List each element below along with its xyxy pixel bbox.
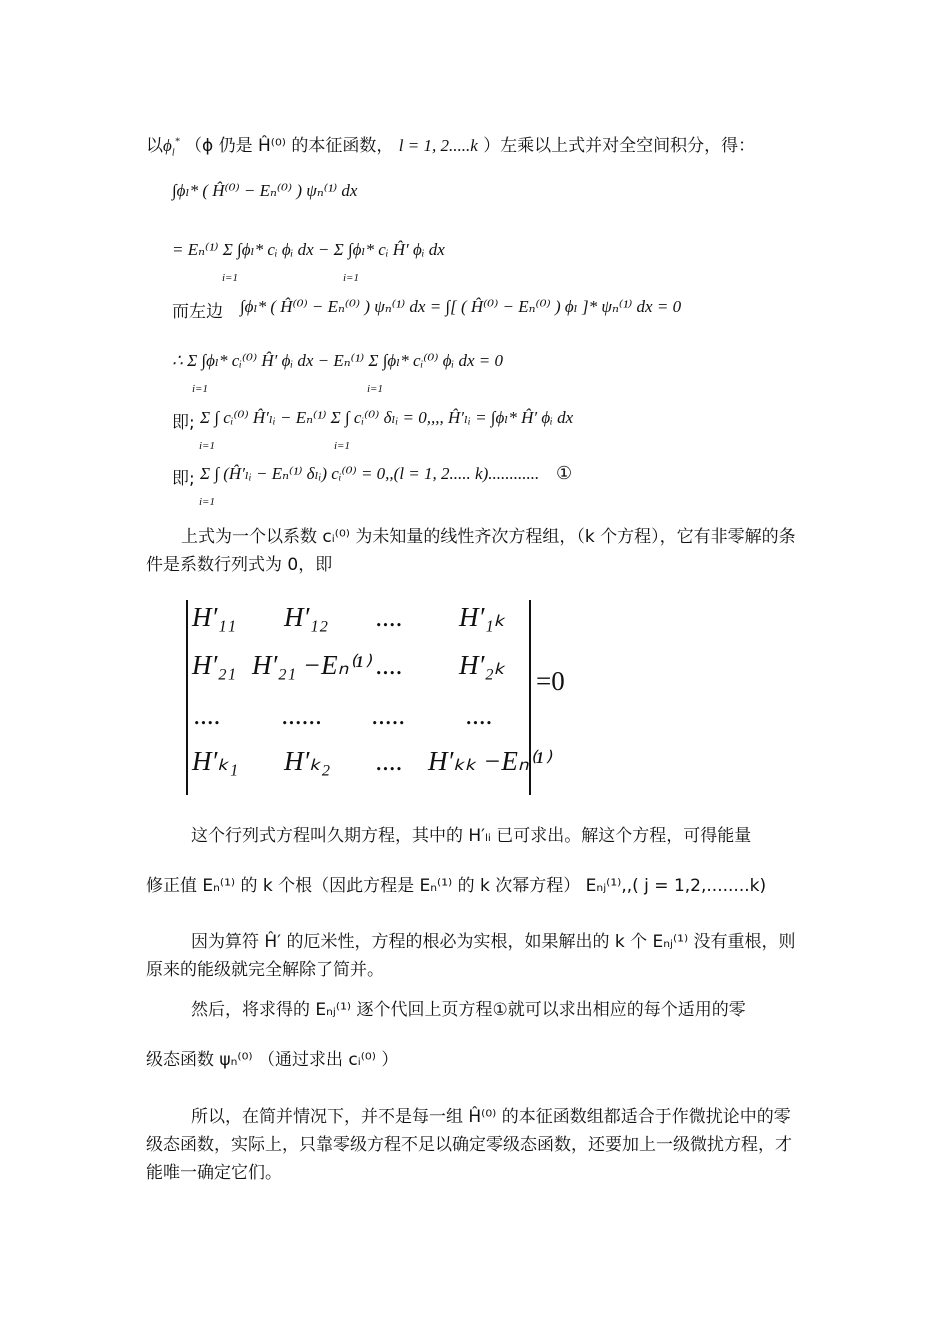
equation-6-marker: ① (556, 463, 573, 483)
paragraph-secular-equation-b: 修正值 Eₙ⁽¹⁾ 的 k 个根（因此方程是 Eₙ⁽¹⁾ 的 k 次幂方程） Eₙⱼ⁽¹⁾,,( j = 1,2,........k) (146, 876, 767, 896)
det-cell-2-3: .... (376, 650, 403, 680)
det-cell-1-1: H′₁₁ (192, 602, 237, 632)
equation-6-label: 即; (172, 469, 195, 489)
equation-3-label: 而左边 (172, 302, 223, 322)
equation-2-index-b: i=1 (343, 272, 359, 284)
equation-5-label: 即; (172, 413, 195, 433)
phi-l-star: $\phi_l^*$ (163, 136, 180, 159)
equation-2: = Eₙ⁽¹⁾ Σ ∫ϕₗ* cᵢ ϕᵢ dx − Σ ∫ϕₗ* cᵢ Ĥ′ ϕᵢ dx (172, 240, 445, 259)
det-cell-1-4: H′₁ₖ (459, 602, 506, 632)
equation-6: Σ ∫ (Ĥ′ₗᵢ − Eₙ⁽¹⁾ δₗᵢ) cᵢ⁽⁰⁾ = 0,,(l = 1, 2..... k)............ (200, 464, 540, 483)
det-cell-3-1: .... (194, 700, 221, 730)
determinant-left-bar (186, 600, 188, 795)
equation-1: ∫ϕₗ* ( Ĥ⁽⁰⁾ − Eₙ⁽⁰⁾ ) ψₙ⁽¹⁾ dx (172, 181, 358, 200)
det-cell-2-4: H′₂ₖ (459, 650, 506, 680)
equation-4-index-b: i=1 (367, 383, 383, 395)
equation-5-index-b: i=1 (334, 440, 350, 452)
intro-text: （ϕ 仍是 Ĥ⁽⁰⁾ 的本征函数， (185, 136, 394, 156)
intro-range: l = 1, 2.....k (398, 136, 478, 155)
det-cell-4-3: .... (376, 746, 403, 776)
det-cell-3-4: .... (466, 700, 493, 730)
paragraph-substitute-b: 级态函数 ψₙ⁽⁰⁾ （通过求出 cᵢ⁽⁰⁾ ） (146, 1050, 399, 1070)
det-cell-2-1: H′₂₁ (192, 650, 237, 680)
equation-2-index-a: i=1 (222, 272, 238, 284)
equation-4: ∴ Σ ∫ϕₗ* cᵢ⁽⁰⁾ Ĥ′ ϕᵢ dx − Eₙ⁽¹⁾ Σ ∫ϕₗ* cᵢ⁽⁰⁾ ϕᵢ dx = 0 (172, 351, 503, 370)
determinant-equals-zero: =0 (536, 666, 565, 696)
equation-6-index: i=1 (199, 496, 215, 508)
paragraph-conclusion: 所以，在简并情况下，并不是每一组 Ĥ⁽⁰⁾ 的本征函数组都适合于作微扰论中的零级态函数，实际上，只靠零级方程不足以确定零级态函数，还要加上一级微扰方程，才能唯一确定它们。 (146, 1107, 792, 1183)
paragraph-substitute-a: 然后，将求得的 Eₙⱼ⁽¹⁾ 逐个代回上页方程①就可以求出相应的每个适用的零 (191, 1000, 746, 1020)
det-cell-2-2: H′₂₁ −Eₙ⁽¹⁾ (252, 650, 370, 680)
det-cell-4-2: H′ₖ₂ (284, 746, 331, 776)
intro-prefix: 以 (146, 136, 163, 156)
equation-5-index-a: i=1 (199, 440, 215, 452)
det-cell-1-2: H′₁₂ (284, 602, 329, 632)
det-cell-3-2: ...... (282, 700, 323, 730)
paragraph-secular-equation-a: 这个行列式方程叫久期方程，其中的 H′ₗᵢ 已可求出。解这个方程，可得能量 (191, 826, 752, 846)
det-cell-4-4: H′ₖₖ −Eₙ⁽¹⁾ (428, 746, 550, 776)
paragraph-hermitian: 因为算符 Ĥ′ 的厄米性，方程的根必为实根，如果解出的 k 个 Eₙⱼ⁽¹⁾ 没有重根，则原来的能级就完全解除了简并。 (146, 932, 796, 980)
equation-5: Σ ∫ cᵢ⁽⁰⁾ Ĥ′ₗᵢ − Eₙ⁽¹⁾ Σ ∫ cᵢ⁽⁰⁾ δₗᵢ = 0,,,, Ĥ′ₗᵢ = ∫ϕₗ* Ĥ′ ϕᵢ dx (200, 408, 574, 427)
equation-3: ∫ϕₗ* ( Ĥ⁽⁰⁾ − Eₙ⁽⁰⁾ ) ψₙ⁽¹⁾ dx = ∫[ ( Ĥ⁽⁰⁾ − Eₙ⁽⁰⁾ ) ϕₗ ]* ψₙ⁽¹⁾ dx = 0 (240, 297, 682, 316)
det-cell-4-1: H′ₖ₁ (192, 746, 239, 776)
equation-4-index-a: i=1 (192, 383, 208, 395)
paragraph-linear-system: 上式为一个以系数 cᵢ⁽⁰⁾ 为未知量的线性齐次方程组，（k 个方程），它有非零解的条件是系数行列式为 0，即 (146, 527, 796, 575)
det-cell-3-3: ..... (372, 700, 406, 730)
intro-suffix: ）左乘以上式并对全空间积分，得： (483, 136, 756, 156)
det-cell-1-3: .... (376, 602, 403, 632)
intro-line (146, 131, 755, 158)
secular-determinant (186, 600, 550, 795)
